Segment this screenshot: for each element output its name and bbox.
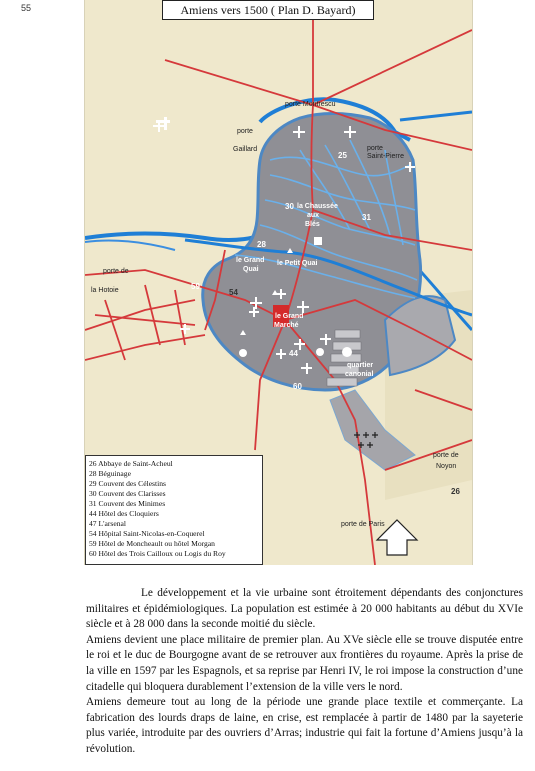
label-chaussee-1: la Chaussée <box>297 203 338 210</box>
legend-item: 54 Hôpital Saint-Nicolas-en-Coquerel <box>89 529 205 538</box>
label-chaussee-2: aux <box>307 212 320 219</box>
label-porte-saint-pierre <box>367 145 404 162</box>
map-legend <box>85 455 263 565</box>
paragraph-population: Le développement et la vie urbaine sont étroitement dépendants des conjonctures militaires et épidémiologiques. La population est estimée à 20 000 habitants au début du XVIe siècle et à 28 000 dans la seconde moitié du siècle. <box>86 587 523 631</box>
label-porte-paris: porte de Paris <box>341 521 385 528</box>
label-porte-montrescu: porte Montrescu <box>285 101 336 108</box>
legend-item: 44 Hôtel des Cloquiers <box>89 509 159 518</box>
number-26: 26 <box>451 487 460 496</box>
number-44: 44 <box>289 349 298 358</box>
label-porte-gaillard-2: Gaillard <box>233 146 258 153</box>
number-30: 30 <box>285 202 294 211</box>
legend-item: 26 Abbaye de Saint-Acheul <box>89 459 173 468</box>
page-number: 55 <box>14 2 38 15</box>
legend-item: 59 Hôtel de Moncheault ou hôtel Morgan <box>89 539 215 548</box>
label-porte-noyon-1: porte de <box>433 452 459 459</box>
number-28: 28 <box>257 240 266 249</box>
label-quartier-1: quartier <box>347 362 374 369</box>
label-quartier-2: canonial <box>345 371 374 378</box>
map-figure <box>84 0 473 565</box>
legend-item: 47 L'arsenal <box>89 519 127 528</box>
label-porte-saint-pierre-a: porte <box>367 145 383 152</box>
label-grand-marche-2: Marché <box>274 322 299 329</box>
label-grand-quai-1: le Grand <box>236 257 265 264</box>
label-porte-noyon-2: Noyon <box>436 463 457 470</box>
number-59: 59 <box>191 282 200 291</box>
legend-item: 28 Béguinage <box>89 469 131 478</box>
body-text <box>86 586 523 758</box>
label-petit-quai: le Petit Quai <box>277 260 318 267</box>
label-porte-gaillard-1: porte <box>237 128 253 135</box>
label-chaussee-3: Blés <box>305 221 320 228</box>
clarisses-marker <box>314 237 322 245</box>
label-porte-saint-pierre-b: Saint-Pierre <box>367 153 404 161</box>
cathedral-marker <box>342 347 352 357</box>
legend-item: 30 Couvent des Clarisses <box>89 489 166 498</box>
number-25: 25 <box>338 151 347 160</box>
legend-item: 29 Couvent des Célestins <box>89 479 166 488</box>
label-porte-hotoie-1: porte de <box>103 268 129 275</box>
legend-item: 31 Couvent des Minimes <box>89 499 166 508</box>
number-60: 60 <box>293 382 302 391</box>
marker-white-2 <box>316 348 324 356</box>
marker-white-1 <box>239 349 247 357</box>
paragraph-military: Amiens devient une place militaire de premier plan. Au XVe siècle elle se trouve disputée entre le roi et le duc de Bourgogne avant de se retrouver aux frontières du royaume. Après la prise de la ville en 1597 par les Espagnols, et sa reprise par Henri IV, le roi impose la construction d’une citadelle qui bloquera durablement l’extension de la ville vers le nord. <box>86 633 523 693</box>
label-porte-hotoie-2: la Hotoie <box>91 287 119 294</box>
number-54: 54 <box>229 288 238 297</box>
legend-item: 60 Hôtel des Trois Cailloux ou Logis du Roy <box>89 549 226 558</box>
number-31: 31 <box>362 213 371 222</box>
paragraph-textile: Amiens demeure tout au long de la période une grande place textile et commerçante. La fabrication des lourds draps de laine, en crise, est remplacée à partir de 1480 par la sayeterie plus variée, introduite par des ouvriers d’Arras; industrie qui fait la fortune d’Amiens jusqu’à la révolution. <box>86 696 523 755</box>
label-grand-quai-2: Quai <box>243 266 259 273</box>
map-title: Amiens vers 1500 ( Plan D. Bayard) <box>162 0 374 20</box>
label-grand-marche-1: le Grand <box>275 313 304 320</box>
